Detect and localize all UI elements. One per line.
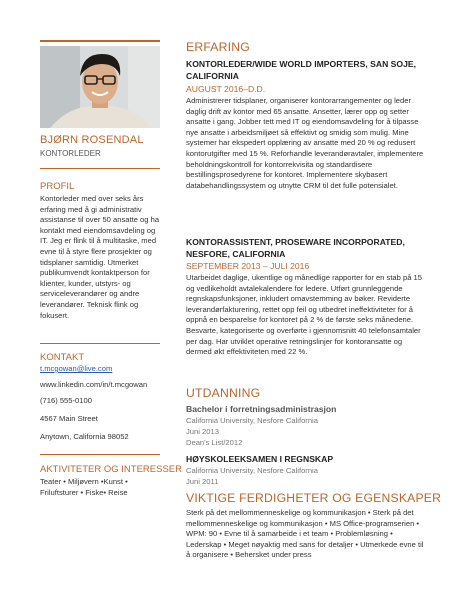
education-degree-2: HØYSKOLEEKSAMEN I REGNSKAP [186,454,334,464]
education-note-1: Dean's List/2012 [186,438,243,447]
job-1-heading: KONTORLEDER/WIDE WORLD IMPORTERS, SAN SOJE, CALIFORNIA [186,59,416,81]
candidate-role: KONTORLEDER [40,149,101,158]
profil-text: Kontorleder med over seks års erfaring med å gi administrativ assistanse til over 50 ansatte og ha kontakt med eiendomsavdeling og IT. Jeg er flink til å multitaske, med evne til å styre flere prosjekter og tidsplaner samtidig. Utmerket publikumvendt kontaktperson for klienter, kunder, utstyrs- og serviceleverandører og andre leverandører. Teknisk flink og fokusert. [40,194,160,320]
education-date-2: Juni 2011 [186,477,219,486]
education-date-1: Juni 2013 [186,427,219,436]
email-link[interactable]: t.mcgowan@live.com [40,364,113,373]
job-1-dates: AUGUST 2016–D.D. [186,84,266,94]
education-school-1: California University, Nesfore California [186,416,318,425]
education-school-2: California University, Nesfore California [186,466,318,475]
linkedin-text: www.linkedin.com/in/t.mcgowan [40,380,148,389]
job-2-dates: SEPTEMBER 2013 – JULI 2016 [186,261,310,271]
accent-rule [40,40,160,42]
profil-heading: PROFIL [40,181,75,192]
profile-photo [40,46,160,128]
phone-text: (716) 555-0100 [40,396,92,405]
section-divider [40,168,160,169]
skills-text: Sterk på det mellommenneskelige og kommunikasjon • Sterk på det mellommenneskelige og kommunikasjon • MS Office-programserien • WPM: 90 • Evne til å samarbeide i et team • Problemløsning • Lederskap • Meget nøyaktig med sans for detaljer • Utmerkede evne til å organisere • Behersket under press [186,508,424,560]
education-degree-1: Bachelor i forretningsadministrasjon [186,404,337,414]
interests-text: Teater • Miljøvern •Kunst • Friluftsturer • Fiske• Reise [40,477,128,497]
section-divider [40,454,160,455]
city-text: Anytown, California 98052 [40,432,129,441]
portrait-image [40,46,160,128]
experience-heading: ERFARING [186,40,250,54]
job-2-heading: KONTORASSISTENT, PROSEWARE INCORPORATED, NESFORE, CALIFORNIA [186,237,405,259]
candidate-name: BJØRN ROSENDAL [40,134,144,146]
education-heading: UTDANNING [186,386,261,400]
section-divider [40,343,160,344]
job-1-description: Administrerer tidsplaner, organiserer kontorarrangementer og leder daglig drift av kontor med 65 ansatte. Ansetter, lærer opp og setter ansatte i gang. Jobber tett med IT og eiendomsavdeling for å tilpasse nye ansatte i arbeidsmiljøet så effektivt og smidig som mulig. Mine systemer har ekspedert opplæring av ansatte med 20 % og redusert kontorutgifter med 15 %. Reforhandle leverandøravtaler, implementere beholdningskontroll for kontorrekvisita og standardisere bestillingsprosedyrene for kontoret. Implementere skybasert databehandlingssystem og utnytte CRM til det fulle potensialet. [186,96,424,190]
skills-heading: VIKTIGE FERDIGHETER OG EGENSKAPER [186,491,442,505]
job-2-description: Utarbeidet daglige, ukentlige og månedlige rapporter for en stab på 15 og vedlikeholdt avtalekalendere for ledere. Utført grunnleggende regnskapsfunksjoner, inkludert omavstemming av bøker. Reviderte leverandørfakturering, rettet opp feil og utbedret ineffektiviteter for å oppnå en besparelse for kontoret på 2 % de første seks månedene. Besvarte, kategoriserte og overførte i gjennomsnitt 40 telefonsamtaler per dag. Har utviklet operative retningslinjer for kontoransatte og dermed økt effektiviteten med 22 %. [186,273,422,357]
kontakt-heading: KONTAKT [40,352,85,363]
street-text: 4567 Main Street [40,414,98,423]
interests-heading: AKTIVITETER OG INTERESSER [40,464,182,475]
